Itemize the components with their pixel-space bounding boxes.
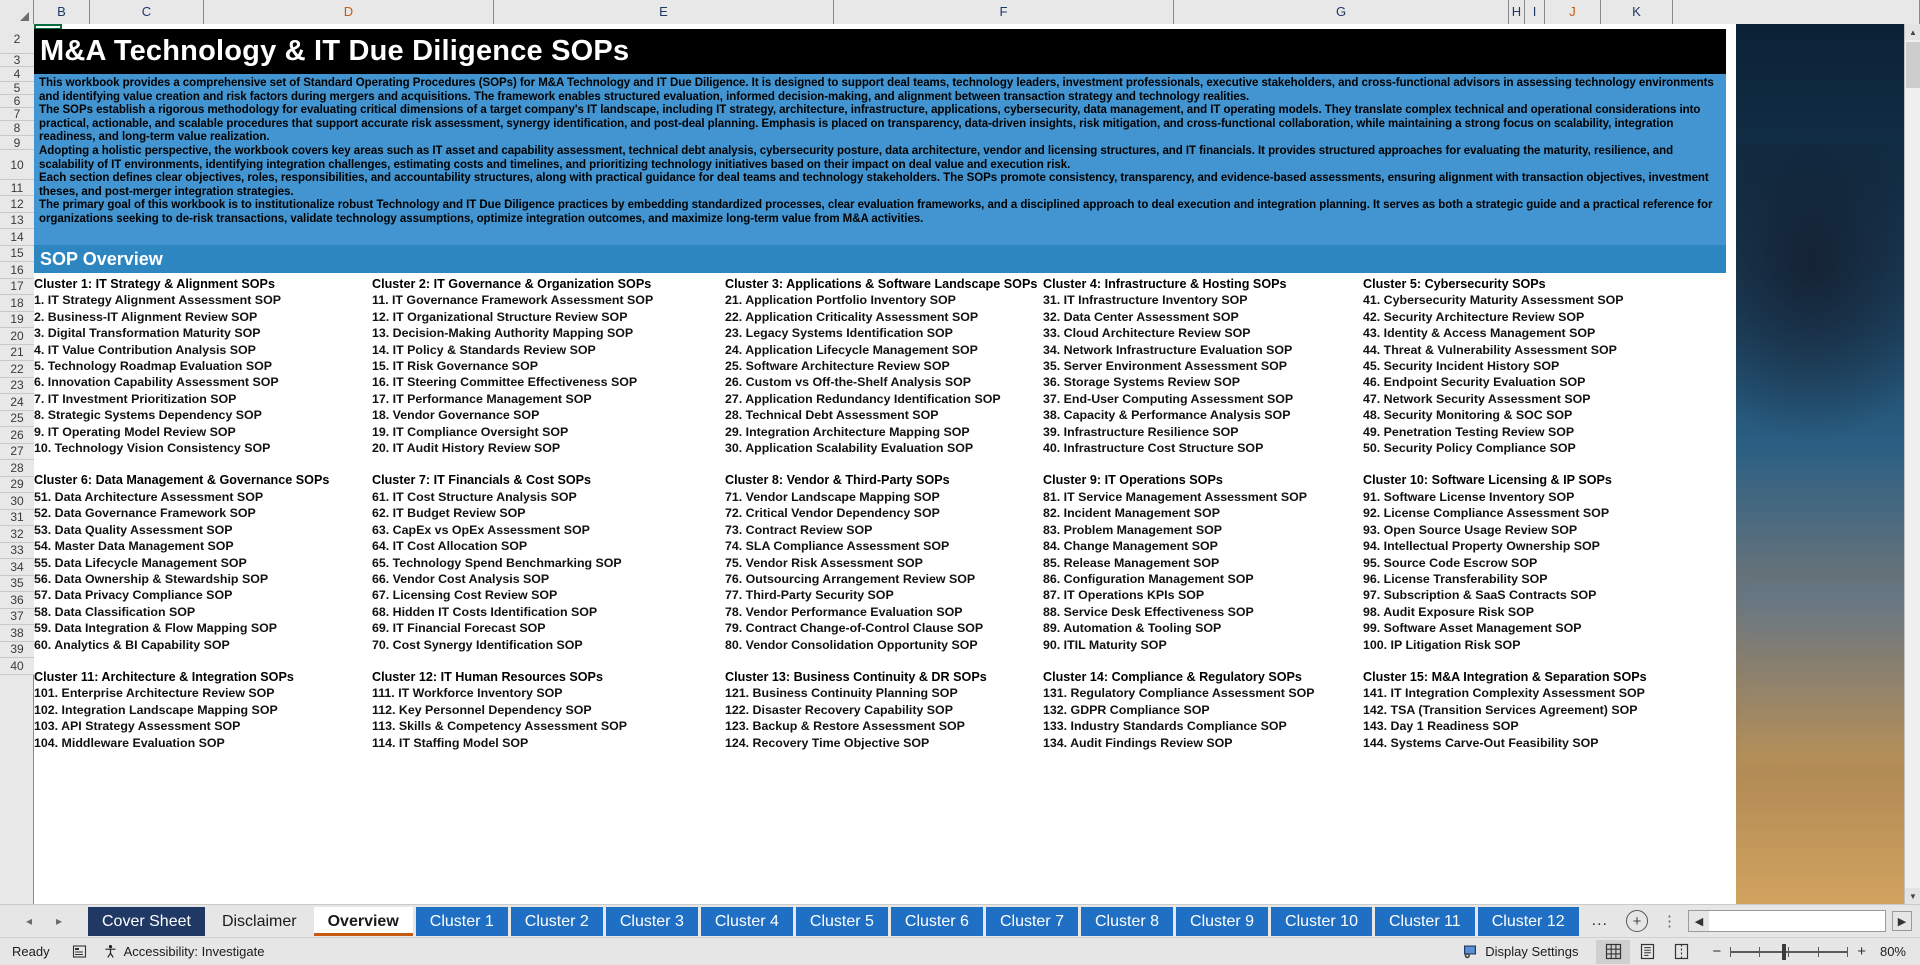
cluster-item[interactable]: 48. Security Monitoring & SOC SOP xyxy=(1363,408,1573,423)
desktop-wallpaper-bleed xyxy=(1736,24,1920,904)
cluster-item[interactable]: 74. SLA Compliance Assessment SOP xyxy=(725,539,950,554)
cluster-item[interactable]: 114. IT Staffing Model SOP xyxy=(372,735,529,750)
cluster-item[interactable]: 14. IT Policy & Standards Review SOP xyxy=(372,342,596,357)
cluster-item[interactable]: 111. IT Workforce Inventory SOP xyxy=(372,686,563,701)
cluster-item[interactable]: 27. Application Redundancy Identification SOP xyxy=(725,391,1001,406)
vertical-scroll-thumb[interactable] xyxy=(1906,42,1920,88)
row-header[interactable]: 13 xyxy=(0,213,34,230)
cluster-title: Cluster 14: Compliance & Regulatory SOPs xyxy=(1043,669,1302,684)
row-header[interactable]: 6 xyxy=(0,95,34,108)
row-header[interactable]: 36 xyxy=(0,592,34,609)
display-settings-icon xyxy=(1463,944,1480,959)
column-header-row xyxy=(0,0,1920,24)
cluster-item[interactable]: 34. Network Infrastructure Evaluation SOP xyxy=(1043,342,1293,357)
cluster-column xyxy=(1043,669,1363,751)
cluster-item[interactable]: 39. Infrastructure Resilience SOP xyxy=(1043,424,1239,439)
sheet-tab-cluster-9[interactable]: Cluster 9 xyxy=(1176,907,1268,936)
cluster-item[interactable]: 143. Day 1 Readiness SOP xyxy=(1363,719,1519,734)
cluster-title: Cluster 15: M&A Integration & Separation SOPs xyxy=(1363,669,1647,684)
intro-paragraph-3: Adopting a holistic perspective, the workbook covers key areas such as IT asset and capability assessment, technical debt analysis, cybersecurity posture, data architecture, vendor and licensing structures, and IT financials. It provides structured approaches for evaluating the maturity, resilience, and scalability of IT environments, identifying integration challenges, estimating costs and timelines, and prioritizing technology initiatives based on their impact on deal value and execution risk. xyxy=(39,144,1674,171)
cluster-column xyxy=(34,276,372,456)
cluster-item[interactable]: 85. Release Management SOP xyxy=(1043,555,1220,570)
cluster-title: Cluster 5: Cybersecurity SOPs xyxy=(1363,277,1546,291)
row-header[interactable]: 38 xyxy=(0,625,34,642)
cluster-item[interactable]: 22. Application Criticality Assessment SOP xyxy=(725,309,979,324)
cluster-column xyxy=(725,669,1043,751)
sheet-tab-overview[interactable]: Overview xyxy=(314,907,413,936)
cluster-item[interactable]: 101. Enterprise Architecture Review SOP xyxy=(34,686,275,701)
row-header[interactable]: 7 xyxy=(0,108,34,121)
cluster-item[interactable]: 65. Technology Spend Benchmarking SOP xyxy=(372,555,622,570)
cluster-column xyxy=(1363,669,1726,751)
cluster-item[interactable]: 18. Vendor Governance SOP xyxy=(372,408,540,423)
cluster-row-gap xyxy=(34,653,1726,669)
sheet-tab-cluster-12[interactable]: Cluster 12 xyxy=(1478,907,1579,936)
cluster-item[interactable]: 30. Application Scalability Evaluation SOP xyxy=(725,441,974,456)
row-header[interactable]: 16 xyxy=(0,262,34,279)
row-header[interactable]: 39 xyxy=(0,642,34,659)
cluster-title: Cluster 11: Architecture & Integration SOPs xyxy=(34,669,294,684)
cluster-row xyxy=(34,669,1726,751)
column-header-f[interactable]: F xyxy=(834,0,1174,24)
cluster-item[interactable]: 92. License Compliance Assessment SOP xyxy=(1363,506,1610,521)
intro-paragraph-2: The SOPs establish a rigorous methodology for evaluating critical dimensions of a target company's IT landscape, including IT strategy, architecture, infrastructure, applications, cybersecurity, data management, and IT operating models. They translate complex technical and operational considerations into practical, actionable, and scalable procedures that support accurate risk assessment, synergy identification, and post-deal planning. Emphasis is placed on transparency, data-driven insights, risk mitigation, and cross-functional collaboration, while maintaining a strong focus on scalability, integration readiness, and long-term value realization. xyxy=(39,104,1701,144)
row-header[interactable]: 37 xyxy=(0,609,34,626)
cluster-item[interactable]: 78. Vendor Performance Evaluation SOP xyxy=(725,604,963,619)
cluster-item[interactable]: 87. IT Operations KPIs SOP xyxy=(1043,588,1205,603)
cluster-item[interactable]: 47. Network Security Assessment SOP xyxy=(1363,391,1591,406)
cluster-item[interactable]: 67. Licensing Cost Review SOP xyxy=(372,588,558,603)
cluster-item[interactable]: 41. Cybersecurity Maturity Assessment SOP xyxy=(1363,293,1624,308)
next-sheet-icon[interactable]: ▸ xyxy=(56,914,63,928)
cluster-item[interactable]: 53. Data Quality Assessment SOP xyxy=(34,522,233,537)
section-heading-label: SOP Overview xyxy=(40,248,163,269)
cluster-item[interactable]: 88. Service Desk Effectiveness SOP xyxy=(1043,604,1254,619)
cluster-item[interactable]: 122. Disaster Recovery Capability SOP xyxy=(725,702,953,717)
cluster-row-gap xyxy=(34,456,1726,472)
tab-nav-arrows xyxy=(0,914,88,928)
row-header[interactable]: 33 xyxy=(0,543,34,560)
row-header[interactable]: 40 xyxy=(0,658,34,675)
cluster-item[interactable]: 66. Vendor Cost Analysis SOP xyxy=(372,571,550,586)
hscroll-track[interactable] xyxy=(1709,911,1885,931)
cluster-item[interactable]: 84. Change Management SOP xyxy=(1043,539,1218,554)
page-layout-view-icon[interactable] xyxy=(1630,940,1664,964)
cluster-item[interactable]: 97. Subscription & SaaS Contracts SOP xyxy=(1363,588,1597,603)
scroll-down-icon[interactable]: ▼ xyxy=(1905,888,1920,904)
zoom-track[interactable] xyxy=(1730,944,1848,960)
column-header-b[interactable]: B xyxy=(34,0,90,24)
cluster-item[interactable]: 19. IT Compliance Oversight SOP xyxy=(372,424,569,439)
status-bar xyxy=(0,937,1920,965)
cluster-title: Cluster 4: Infrastructure & Hosting SOPs xyxy=(1043,277,1287,291)
row-header-column xyxy=(0,24,34,904)
cluster-item[interactable]: 94. Intellectual Property Ownership SOP xyxy=(1363,539,1600,554)
add-sheet-icon[interactable]: + xyxy=(1626,910,1648,932)
cluster-item[interactable]: 54. Master Data Management SOP xyxy=(34,539,234,554)
sop-cluster-grid xyxy=(34,276,1726,751)
cluster-item[interactable]: 55. Data Lifecycle Management SOP xyxy=(34,555,247,570)
cluster-item[interactable]: 28. Technical Debt Assessment SOP xyxy=(725,408,939,423)
row-header[interactable]: 26 xyxy=(0,427,34,444)
cluster-item[interactable]: 70. Cost Synergy Identification SOP xyxy=(372,637,583,652)
cluster-item[interactable]: 79. Contract Change-of-Control Clause SOP xyxy=(725,621,984,636)
row-header[interactable]: 12 xyxy=(0,196,34,213)
cluster-title: Cluster 6: Data Management & Governance SOPs xyxy=(34,473,330,488)
cluster-item[interactable]: 21. Application Portfolio Inventory SOP xyxy=(725,293,956,308)
cluster-item[interactable]: 2. Business-IT Alignment Review SOP xyxy=(34,309,258,324)
cluster-item[interactable]: 104. Middleware Evaluation SOP xyxy=(34,735,225,750)
hscroll-right-icon[interactable]: ▶ xyxy=(1892,911,1912,931)
cluster-item[interactable]: 100. IP Litigation Risk SOP xyxy=(1363,637,1521,652)
cluster-item[interactable]: 9. IT Operating Model Review SOP xyxy=(34,424,236,439)
sheet-tab-cluster-4[interactable]: Cluster 4 xyxy=(701,907,793,936)
column-header-overflow xyxy=(1673,0,1920,24)
cluster-item[interactable]: 83. Problem Management SOP xyxy=(1043,522,1223,537)
cluster-item[interactable]: 46. Endpoint Security Evaluation SOP xyxy=(1363,375,1586,390)
column-header-i[interactable]: I xyxy=(1525,0,1545,24)
cluster-item[interactable]: 98. Audit Exposure Risk SOP xyxy=(1363,604,1534,619)
cluster-item[interactable]: 43. Identity & Access Management SOP xyxy=(1363,326,1596,341)
cluster-title: Cluster 10: Software Licensing & IP SOPs xyxy=(1363,473,1612,488)
cluster-item[interactable]: 6. Innovation Capability Assessment SOP xyxy=(34,375,279,390)
cluster-item[interactable]: 61. IT Cost Structure Analysis SOP xyxy=(372,489,577,504)
intro-text-block xyxy=(34,74,1726,245)
cluster-item[interactable]: 142. TSA (Transition Services Agreement) SOP xyxy=(1363,702,1638,717)
row-header[interactable]: 3 xyxy=(0,54,34,67)
cluster-item[interactable]: 63. CapEx vs OpEx Assessment SOP xyxy=(372,522,590,537)
cluster-item[interactable]: 113. Skills & Competency Assessment SOP xyxy=(372,719,628,734)
row-header[interactable]: 27 xyxy=(0,444,34,461)
cluster-column xyxy=(372,669,725,751)
cluster-item[interactable]: 99. Software Asset Management SOP xyxy=(1363,621,1582,636)
column-header-h[interactable]: H xyxy=(1509,0,1525,24)
cluster-item[interactable]: 124. Recovery Time Objective SOP xyxy=(725,735,930,750)
cluster-item[interactable]: 37. End-User Computing Assessment SOP xyxy=(1043,391,1294,406)
cluster-item[interactable]: 51. Data Architecture Assessment SOP xyxy=(34,489,264,504)
cluster-item[interactable]: 45. Security Incident History SOP xyxy=(1363,359,1560,374)
cluster-title: Cluster 13: Business Continuity & DR SOPs xyxy=(725,669,987,684)
sheet-tab-cluster-5[interactable]: Cluster 5 xyxy=(796,907,888,936)
cluster-item[interactable]: 71. Vendor Landscape Mapping SOP xyxy=(725,489,940,504)
cluster-item[interactable]: 38. Capacity & Performance Analysis SOP xyxy=(1043,408,1291,423)
cluster-item[interactable]: 49. Penetration Testing Review SOP xyxy=(1363,424,1575,439)
cluster-item[interactable]: 24. Application Lifecycle Management SOP xyxy=(725,342,978,357)
row-header[interactable]: 8 xyxy=(0,121,34,136)
worksheet-grid[interactable] xyxy=(34,24,1920,904)
zoom-slider-handle[interactable] xyxy=(1782,944,1786,960)
cluster-item[interactable]: 64. IT Cost Allocation SOP xyxy=(372,539,528,554)
cluster-item[interactable]: 23. Legacy Systems Identification SOP xyxy=(725,326,953,341)
row-header[interactable]: 17 xyxy=(0,279,34,296)
cluster-title: Cluster 9: IT Operations SOPs xyxy=(1043,473,1223,488)
accessibility-label: Accessibility: Investigate xyxy=(123,944,265,959)
row-header[interactable]: 31 xyxy=(0,510,34,527)
page-break-preview-icon[interactable] xyxy=(1664,940,1698,964)
section-heading-bar xyxy=(34,245,1726,273)
cluster-item[interactable]: 75. Vendor Risk Assessment SOP xyxy=(725,555,923,570)
cluster-item[interactable]: 25. Software Architecture Review SOP xyxy=(725,359,950,374)
column-header-k[interactable]: K xyxy=(1601,0,1673,24)
cluster-item[interactable]: 62. IT Budget Review SOP xyxy=(372,506,526,521)
cluster-column xyxy=(34,669,372,751)
cluster-item[interactable]: 123. Backup & Restore Assessment SOP xyxy=(725,719,965,734)
cluster-item[interactable]: 44. Threat & Vulnerability Assessment SOP xyxy=(1363,342,1617,357)
row-header[interactable]: 9 xyxy=(0,136,34,150)
cluster-item[interactable]: 3. Digital Transformation Maturity SOP xyxy=(34,326,261,341)
cluster-item[interactable]: 89. Automation & Tooling SOP xyxy=(1043,621,1222,636)
row-header[interactable]: 23 xyxy=(0,378,34,395)
row-header[interactable]: 10 xyxy=(0,150,34,180)
row-header[interactable]: 35 xyxy=(0,576,34,593)
normal-view-icon[interactable] xyxy=(1596,940,1630,964)
cluster-item[interactable]: 91. Software License Inventory SOP xyxy=(1363,489,1575,504)
row-header[interactable]: 30 xyxy=(0,493,34,510)
row-header[interactable]: 15 xyxy=(0,246,34,263)
row-header[interactable]: 25 xyxy=(0,411,34,428)
cluster-item[interactable]: 35. Server Environment Assessment SOP xyxy=(1043,359,1288,374)
cluster-item[interactable]: 17. IT Performance Management SOP xyxy=(372,391,592,406)
cluster-item[interactable]: 90. ITIL Maturity SOP xyxy=(1043,637,1167,652)
cluster-item[interactable]: 95. Source Code Escrow SOP xyxy=(1363,555,1538,570)
vertical-scrollbar[interactable] xyxy=(1904,24,1920,904)
page-title: M&A Technology & IT Due Diligence SOPs xyxy=(40,35,630,67)
cluster-column xyxy=(34,472,372,652)
sheet-tab-cluster-11[interactable]: Cluster 11 xyxy=(1375,907,1475,936)
cluster-item[interactable]: 31. IT Infrastructure Inventory SOP xyxy=(1043,293,1248,308)
cluster-item[interactable]: 36. Storage Systems Review SOP xyxy=(1043,375,1240,390)
display-settings-button[interactable] xyxy=(1463,944,1578,959)
cluster-column xyxy=(372,276,725,456)
cluster-column xyxy=(725,472,1043,652)
cluster-item[interactable]: 112. Key Personnel Dependency SOP xyxy=(372,702,592,717)
sheet-tab-cover-sheet[interactable]: Cover Sheet xyxy=(88,907,205,936)
column-header-j[interactable]: J xyxy=(1545,0,1601,24)
row-header[interactable]: 34 xyxy=(0,559,34,576)
sheet-tab-cluster-7[interactable]: Cluster 7 xyxy=(986,907,1078,936)
cluster-item[interactable]: 20. IT Audit History Review SOP xyxy=(372,441,561,456)
intro-paragraph-5: The primary goal of this workbook is to institutionalize robust Technology and IT Due Diligence practices by embedding standardized processes, clear evaluation frameworks, and a disciplined approach to deal execution and integration planning. It serves as both a strategic guide and a practical reference for organizations seeking to de-risk transactions, validate technology assumptions, optimize integration outcomes, and maximize long-term value from M&A activities. xyxy=(39,199,1713,225)
cluster-item[interactable]: 59. Data Integration & Flow Mapping SOP xyxy=(34,621,278,636)
cluster-title: Cluster 12: IT Human Resources SOPs xyxy=(372,669,603,684)
cluster-item[interactable]: 10. Technology Vision Consistency SOP xyxy=(34,441,271,456)
sheet-title-band xyxy=(34,29,1726,74)
cluster-item[interactable]: 69. IT Financial Forecast SOP xyxy=(372,621,546,636)
cluster-title: Cluster 1: IT Strategy & Alignment SOPs xyxy=(34,277,275,291)
cluster-item[interactable]: 52. Data Governance Framework SOP xyxy=(34,506,256,521)
cluster-item[interactable]: 60. Analytics & BI Capability SOP xyxy=(34,637,230,652)
cluster-item[interactable]: 81. IT Service Management Assessment SOP xyxy=(1043,489,1307,504)
cluster-item[interactable]: 121. Business Continuity Planning SOP xyxy=(725,686,958,701)
cluster-item[interactable]: 58. Data Classification SOP xyxy=(34,604,196,619)
cluster-row xyxy=(34,276,1726,456)
row-header[interactable]: 32 xyxy=(0,526,34,543)
cluster-item[interactable]: 141. IT Integration Complexity Assessment SOP xyxy=(1363,686,1645,701)
column-header-g[interactable]: G xyxy=(1174,0,1509,24)
accessibility-status[interactable] xyxy=(103,944,265,959)
row-header[interactable]: 4 xyxy=(0,67,34,82)
cluster-item[interactable]: 131. Regulatory Compliance Assessment SOP xyxy=(1043,686,1315,701)
sheet-tab-bar xyxy=(0,904,1920,937)
cluster-title: Cluster 2: IT Governance & Organization SOPs xyxy=(372,277,652,291)
cluster-column xyxy=(372,472,725,652)
row-header[interactable]: 14 xyxy=(0,229,34,246)
cluster-item[interactable]: 72. Critical Vendor Dependency SOP xyxy=(725,506,940,521)
cluster-item[interactable]: 5. Technology Roadmap Evaluation SOP xyxy=(34,359,272,374)
column-header-c[interactable]: C xyxy=(90,0,204,24)
row-header[interactable]: 21 xyxy=(0,345,34,362)
zoom-out-icon[interactable]: − xyxy=(1712,943,1722,960)
cluster-item[interactable]: 103. API Strategy Assessment SOP xyxy=(34,719,241,734)
cluster-item[interactable]: 77. Third-Party Security SOP xyxy=(725,588,894,603)
cluster-item[interactable]: 12. IT Organizational Structure Review SOP xyxy=(372,309,628,324)
sheet-tab-disclaimer[interactable]: Disclaimer xyxy=(208,907,311,936)
cluster-item[interactable]: 132. GDPR Compliance SOP xyxy=(1043,702,1210,717)
select-all-corner[interactable] xyxy=(0,0,34,24)
sheet-tab-cluster-6[interactable]: Cluster 6 xyxy=(891,907,983,936)
cluster-item[interactable]: 76. Outsourcing Arrangement Review SOP xyxy=(725,571,976,586)
status-ready-label: Ready xyxy=(12,944,50,959)
cluster-column xyxy=(1043,472,1363,652)
cluster-item[interactable]: 32. Data Center Assessment SOP xyxy=(1043,309,1239,324)
row-header[interactable]: 29 xyxy=(0,477,34,494)
sheet-tab-cluster-1[interactable]: Cluster 1 xyxy=(416,907,508,936)
cluster-column xyxy=(1043,276,1363,456)
zoom-slider[interactable] xyxy=(1712,943,1866,960)
cluster-item[interactable]: 134. Audit Findings Review SOP xyxy=(1043,735,1233,750)
cluster-column xyxy=(1363,472,1726,652)
cluster-item[interactable]: 42. Security Architecture Review SOP xyxy=(1363,309,1585,324)
column-header-d[interactable]: D xyxy=(204,0,494,24)
cluster-item[interactable]: 16. IT Steering Committee Effectiveness SOP xyxy=(372,375,638,390)
intro-paragraph-1: This workbook provides a comprehensive set of Standard Operating Procedures (SOPs) for M&A Technology and IT Due Diligence. It is designed to support deal teams, technology leaders, investment professionals, executive stakeholders, and cross-functional advisors in assessing technology environments and identifying value creation and risk factors during mergers and acquisitions. The framework enables structured evaluation, informed decision-making, and alignment between transaction strategy and technology realities. xyxy=(39,77,1714,103)
intro-paragraph-4: Each section defines clear objectives, roles, responsibilities, and accountability structures, along with practical guidance for deal teams and technology stakeholders. The SOPs promote consistency, transparency, and evidence-based assessments, ensuring alignment with transaction objectives, investment theses, and post-merger integration strategies. xyxy=(39,172,1709,198)
row-header[interactable]: 20 xyxy=(0,328,34,345)
cluster-item[interactable]: 40. Infrastructure Cost Structure SOP xyxy=(1043,441,1264,456)
hscroll-left-icon[interactable]: ◀ xyxy=(1689,911,1709,931)
sheet-tab-cluster-3[interactable]: Cluster 3 xyxy=(606,907,698,936)
row-header[interactable]: 2 xyxy=(0,24,34,54)
cluster-item[interactable]: 8. Strategic Systems Dependency SOP xyxy=(34,408,262,423)
horizontal-scrollbar[interactable] xyxy=(1684,910,1920,932)
zoom-in-icon[interactable]: + xyxy=(1857,943,1866,960)
cluster-item[interactable]: 82. Incident Management SOP xyxy=(1043,506,1220,521)
cluster-item[interactable]: 80. Vendor Consolidation Opportunity SOP xyxy=(725,637,978,652)
row-header[interactable]: 22 xyxy=(0,361,34,378)
view-mode-buttons xyxy=(1596,940,1698,964)
cluster-item[interactable]: 13. Decision-Making Authority Mapping SOP xyxy=(372,326,634,341)
cluster-row xyxy=(34,472,1726,652)
cluster-item[interactable]: 133. Industry Standards Compliance SOP xyxy=(1043,719,1287,734)
cluster-title: Cluster 3: Applications & Software Landscape SOPs xyxy=(725,277,1038,291)
cluster-item[interactable]: 26. Custom vs Off-the-Shelf Analysis SOP xyxy=(725,375,972,390)
cluster-item[interactable]: 33. Cloud Architecture Review SOP xyxy=(1043,326,1251,341)
cluster-column xyxy=(725,276,1043,456)
row-header[interactable]: 5 xyxy=(0,82,34,95)
cluster-item[interactable]: 11. IT Governance Framework Assessment SOP xyxy=(372,293,654,308)
cluster-item[interactable]: 102. Integration Landscape Mapping SOP xyxy=(34,702,278,717)
cluster-item[interactable]: 57. Data Privacy Compliance SOP xyxy=(34,588,233,603)
prev-sheet-icon[interactable]: ◂ xyxy=(25,914,32,928)
display-settings-label: Display Settings xyxy=(1485,944,1579,959)
tab-overflow-ellipsis[interactable]: ... xyxy=(1591,912,1608,929)
row-header[interactable]: 24 xyxy=(0,394,34,411)
cluster-item[interactable]: 1. IT Strategy Alignment Assessment SOP xyxy=(34,293,281,308)
sheet-tab-cluster-10[interactable]: Cluster 10 xyxy=(1271,907,1372,936)
tab-list xyxy=(88,907,1582,936)
cluster-item[interactable]: 15. IT Risk Governance SOP xyxy=(372,359,538,374)
tab-options-icon[interactable]: ⋮ xyxy=(1661,913,1678,930)
cluster-item[interactable]: 29. Integration Architecture Mapping SOP xyxy=(725,424,970,439)
cluster-column xyxy=(1363,276,1726,456)
row-header[interactable]: 19 xyxy=(0,312,34,329)
cluster-item[interactable]: 68. Hidden IT Costs Identification SOP xyxy=(372,604,598,619)
row-header[interactable]: 18 xyxy=(0,295,34,312)
cluster-item[interactable]: 50. Security Policy Compliance SOP xyxy=(1363,441,1576,456)
cluster-item[interactable]: 73. Contract Review SOP xyxy=(725,522,873,537)
row-header[interactable]: 28 xyxy=(0,460,34,477)
sheet-tab-cluster-2[interactable]: Cluster 2 xyxy=(511,907,603,936)
zoom-percentage-label[interactable]: 80% xyxy=(1879,944,1906,959)
cluster-item[interactable]: 96. License Transferability SOP xyxy=(1363,571,1548,586)
record-macro-icon[interactable] xyxy=(72,944,87,959)
row-header[interactable]: 11 xyxy=(0,180,34,196)
column-header-e[interactable]: E xyxy=(494,0,834,24)
cluster-item[interactable]: 56. Data Ownership & Stewardship SOP xyxy=(34,571,269,586)
cluster-item[interactable]: 7. IT Investment Prioritization SOP xyxy=(34,391,237,406)
cluster-item[interactable]: 4. IT Value Contribution Analysis SOP xyxy=(34,342,256,357)
sheet-tab-cluster-8[interactable]: Cluster 8 xyxy=(1081,907,1173,936)
accessibility-icon xyxy=(103,944,118,959)
cluster-title: Cluster 7: IT Financials & Cost SOPs xyxy=(372,473,592,488)
cluster-title: Cluster 8: Vendor & Third-Party SOPs xyxy=(725,473,950,488)
cluster-item[interactable]: 86. Configuration Management SOP xyxy=(1043,571,1254,586)
cluster-item[interactable]: 93. Open Source Usage Review SOP xyxy=(1363,522,1578,537)
cluster-item[interactable]: 144. Systems Carve-Out Feasibility SOP xyxy=(1363,735,1599,750)
scroll-up-icon[interactable]: ▲ xyxy=(1905,24,1920,40)
